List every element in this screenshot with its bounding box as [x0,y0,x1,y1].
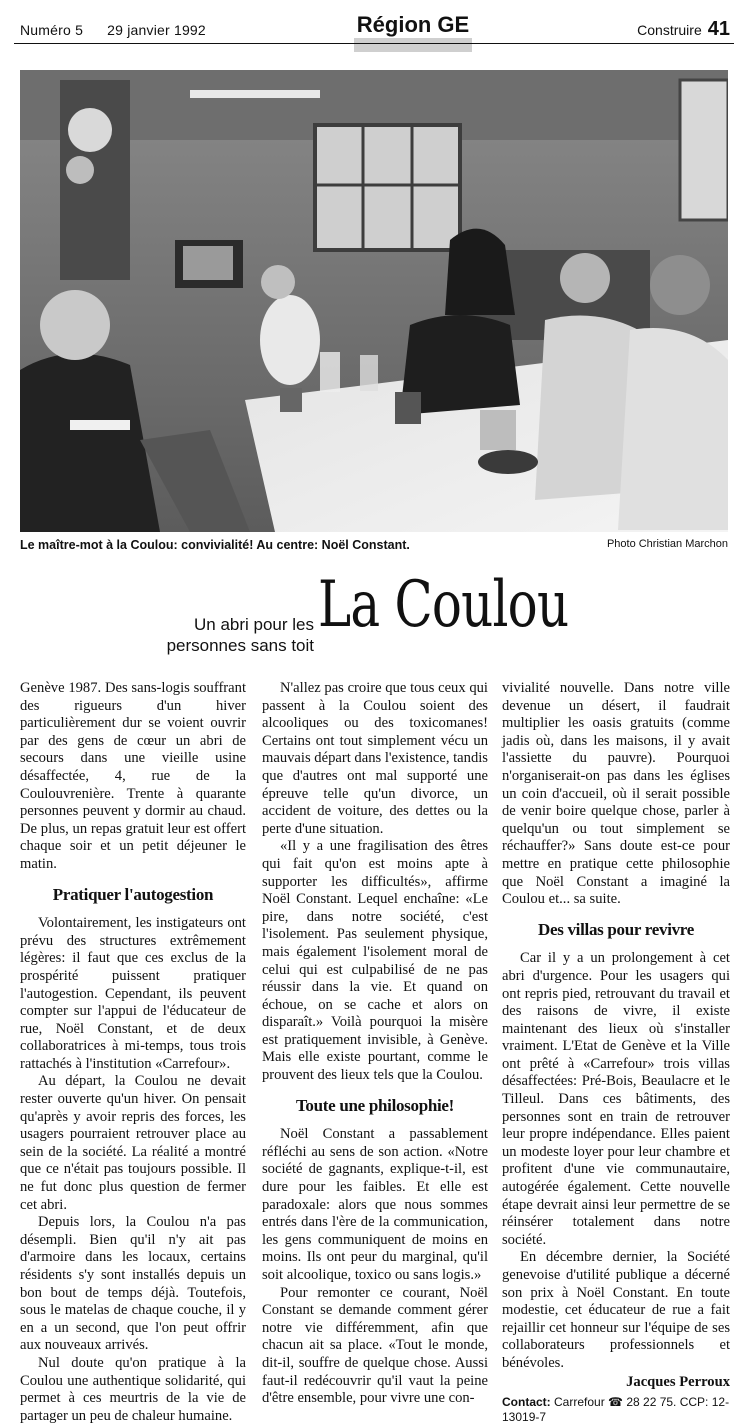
section-name: Région GE [356,12,470,37]
photo-illustration [20,70,728,532]
paragraph: Volontairement, les instigateurs ont prévu des structures extrêmement légères: il faut que ces exclus de la prospérité puissent pratiquer l'autogestion. Cependant, ils peuvent compter sur l'appui de l'éducateur de rue, Noël Constant, et de deux collaboratrices à mi-temps, tous trois rattachés à l'institution «Carrefour». [20,915,246,1072]
page-info [637,18,730,41]
contact-phone: 28 22 75. CCP: 12-13019-7 [502,1395,730,1425]
subheading: Pratiquer l'autogestion [52,884,214,904]
paragraph: Nul doute qu'on pratique à la Coulou une authentique solidarité, qui permet à ces meurtris de la vie de partager un peu de chaleur humaine. [20,1354,246,1424]
paragraph: «Il y a une fragilisation des êtres qui fait qu'on est moins apte à supporter les difficultés», affirme Noël Constant. Lequel enchaîne: «Le pire, dans notre société, c'est l'isolement. Pas seulement physique, mais également l'isolement moral de celui qui est culpabilisé de ne pas réussir dans la vie. Et quand on échoue, on se cache et alors on disparaît.» Voilà pourquoi la misère est pratiquement invisible, à Genève. Mais elle existe pourtant, comme le prouvent des lieux tels que la Coulou. [262,838,488,1084]
page-number: 41 [707,18,730,40]
paragraph: Au départ, la Coulou ne devait rester ouverte qu'un hiver. On pensait qu'après y avoir repris des forces, les usagers pourraient retrouver place au sein de la société. La réalité a montré que ce n'était pas toujours possible. Il ne fut donc plus question de fermer cet abri. [20,1073,246,1213]
paragraph: Depuis lors, la Coulou n'a pas désempli. Bien qu'il n'y ait pas d'armoire dans les locaux, certains résidents s'y sont installés depuis un bon bout de temps déjà. Toutefois, sous le matelas de chaque couche, il y en a un second, que l'on peut offrir aux nouveaux arrivés. [20,1214,246,1354]
paragraph: N'allez pas croire que tous ceux qui passent à la Coulou soient des alcooliques ou des toxicomanes! Certains ont tout simplement vécu un mauvais départ dans l'existence, tandis que d'autres ont mal supporté une épreuve telle qu'un divorce, un accident de voiture, des dettes ou la perte d'une situation. [262,680,488,837]
article-title: La Coulou [318,568,569,642]
section-label [354,12,472,38]
paragraph: Car il y a un prolongement à cet abri d'urgence. Pour les usagers qui ont repris pied, retrouvant du travail et des raisons de vivre, il existe maintenant des lieux où s'installer vraiment. L'Etat de Genève et la Ville ont prêté à «Carrefour» trois villas désaffectées: Pré-Bois, Beaulacre et le Tilleul. Dans ces bâtiments, des personnes sont en train de retrouver leur propre indépendance. Elles paient un modeste loyer pour leur chambre et profitent d'une vie communautaire, autogérée également. Cette nouvelle étape devrait ainsi leur permettre de se réinsérer totalement dans notre société. [502,950,730,1248]
paragraph: Genève 1987. Des sans-logis souffrant des rigueurs d'un hiver particulièrement dur se voient ouvrir par des gens de cœur un abri de secours dans une vieille usine désaffectée, 4, rue de la Coulouvrenière. Trente à quarante personnes peuvent y dormir au chaud. De plus, un repas gratuit leur est offert chaque soir et un petit déjeuner le matin. [20,680,246,872]
paragraph: vivialité nouvelle. Dans notre ville devenue un désert, il faudrait multiplier les oasis gratuits (comme jadis où, dans les maisons, il y avait l'assiette du pauvre). Pourquoi n'organiserait-on pas dans les églises un coin d'accueil, où il serait possible de venir boire quelque chose, parler à quelqu'un ou tout simplement se réchauffer?» Sans doute est-ce pour mettre en pratique cette philosophie que Noël Constant a imaginé la Coulou et... sa suite. [502,680,730,908]
photo-caption: Le maître-mot à la Coulou: convivialité! Au centre: Noël Constant. [20,538,410,552]
publication-name: Construire [637,22,702,38]
article-kicker: Un abri pour les personnes sans toit [166,615,314,655]
telephone-icon: ☎ [608,1395,623,1410]
header-rule [14,43,734,44]
page-header [14,12,734,46]
issue-date: 29 janvier 1992 [107,22,206,38]
article-column-3 [502,680,730,1425]
article-column-1 [20,680,246,1425]
paragraph: Pour remonter ce courant, Noël Constant se demande comment gérer notre vie différemment, afin que chacun ait sa place. «Tout le monde, dit-il, souffre de quelque chose. Aussi faut-il redécouvrir qu'il vaut la peine d'être ensemble, pour vivre une con- [262,1284,488,1407]
subheading: Toute une philosophie! [295,1095,455,1115]
issue-number: Numéro 5 [20,22,84,38]
paragraph: Noël Constant a passablement réfléchi au sens de son action. «Notre société de gagnants, explique-t-il, est dure pour les faibles. Et elle est paradoxale: alors que nous sommes entrés dans l'ère de la communication, les gens communiquent de moins en moins. Ils ont peur du marginal, qu'il soit alcoolique, toxico ou sans logis.» [262,1126,488,1283]
contact-info [502,1395,730,1425]
contact-org: Carrefour [554,1395,605,1410]
article-column-2 [262,680,488,1408]
issue-info [20,22,226,38]
article-photo [20,70,728,532]
photo-credit: Photo Christian Marchon [606,538,728,550]
contact-label: Contact: [502,1395,551,1410]
subheading: Des villas pour revivre [537,919,694,939]
section-shade [354,38,472,52]
paragraph: En décembre dernier, la Société genevoise d'utilité publique a décerné son prix à Noël Constant. En toute modestie, cet éducateur de rue a fait rejaillir cet honneur sur l'équipe de ses collaborateurs professionnels et bénévoles. [502,1249,730,1371]
author-signature: Jacques Perroux [626,1373,730,1390]
